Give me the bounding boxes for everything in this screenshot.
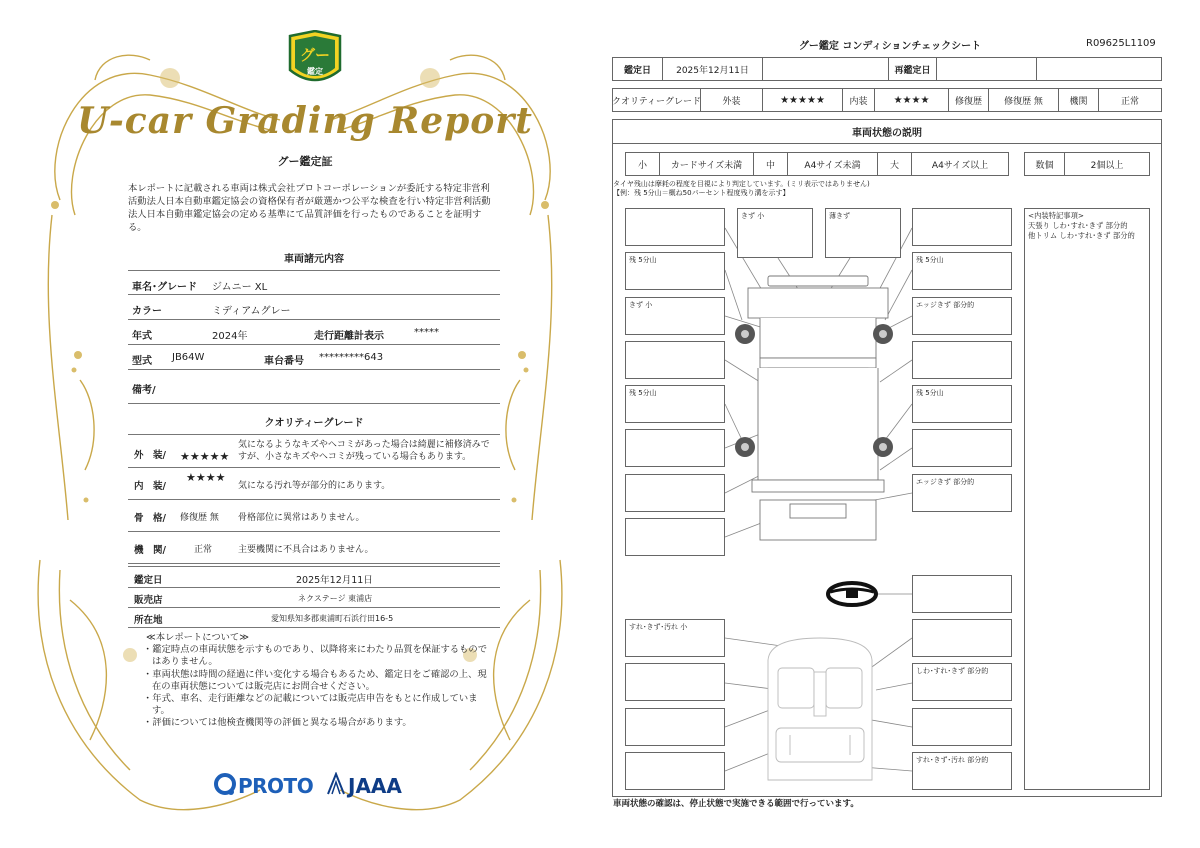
year-label: 年式 <box>132 331 152 342</box>
interior-special-notes <box>1024 208 1150 790</box>
damage-box <box>912 341 1012 379</box>
proto-logo-icon <box>213 772 237 798</box>
jaaa-logo-text: JAAA <box>348 774 402 798</box>
damage-box <box>912 708 1012 746</box>
address-value: 愛知県知多郡東浦町石浜行田16-5 <box>271 614 394 623</box>
damage-box <box>912 575 1012 613</box>
exterior-label: 外 装/ <box>134 450 166 461</box>
tire-note-line: 【例：残 5分山＝概ね50パーセント程度残り溝を示す】 <box>613 189 790 197</box>
empty-cell <box>1037 58 1161 80</box>
damage-box: 残 5分山 <box>625 252 725 290</box>
proto-logo-text: PROTO <box>238 774 314 798</box>
spec-row-model <box>128 345 500 370</box>
appraisal-date-label: 鑑定日 <box>134 575 163 586</box>
note-item: ・年式、車名、走行距離などの記載については販売店申告をもとに作成しています。 <box>143 693 478 717</box>
quality-row-frame <box>128 500 500 532</box>
grade-label: クオリティーグレード <box>613 89 701 111</box>
damage-box: 残 5分山 <box>912 385 1012 423</box>
name-value: ジムニー XL <box>212 282 268 293</box>
engine-value: 正常 <box>194 545 213 555</box>
spec-row-color <box>128 295 500 320</box>
specs-heading: 車両諸元内容 <box>284 254 344 265</box>
legend-large-desc: A4サイズ以上 <box>931 160 989 171</box>
note-item: ・鑑定時点の車両状態を示すものであり、以降将来にわたり品質を保証するものではありません。 <box>143 644 487 668</box>
appraisal-date-row <box>128 566 500 588</box>
chassis-value: *********643 <box>319 352 384 363</box>
model-value: JB64W <box>172 352 205 363</box>
engine-value: 正常 <box>1120 96 1139 107</box>
interior-desc: 気になる汚れ等が部分的にあります。 <box>238 481 391 491</box>
chassis-label: 車台番号 <box>264 356 304 367</box>
spec-row-remarks <box>128 370 500 404</box>
svg-text:グー: グー <box>299 46 331 64</box>
damage-box <box>625 518 725 556</box>
damage-box <box>625 474 725 512</box>
legend-medium-label: 中 <box>754 153 788 175</box>
int-label: 内装 <box>843 89 875 111</box>
certificate-subtitle: グー鑑定証 <box>277 155 333 168</box>
damage-box <box>912 429 1012 467</box>
name-label: 車名･グレード <box>132 282 197 293</box>
damage-box: 残 5分山 <box>912 252 1012 290</box>
sheet-date-label: 鑑定日 <box>613 58 663 80</box>
report-title: U-car Grading Report <box>77 100 533 142</box>
year-value: 2024年 <box>212 331 248 342</box>
goo-appraisal-logo <box>286 30 344 92</box>
damage-box <box>912 208 1012 246</box>
damage-box <box>625 708 725 746</box>
dealer-value: ネクステージ 東浦店 <box>298 594 373 603</box>
appraisal-date-table <box>612 57 1162 81</box>
quality-grade-table <box>612 88 1162 112</box>
damage-box: 薄きず <box>825 208 901 258</box>
quality-row-exterior <box>128 434 500 468</box>
damage-box: すれ･きず･汚れ 部分的 <box>912 752 1012 790</box>
damage-box: 残 5分山 <box>625 385 725 423</box>
sheet-date-value: 2025年12月11日 <box>663 58 763 80</box>
remarks-label: 備考/ <box>132 385 156 396</box>
damage-box <box>912 619 1012 657</box>
note-item: ・車両状態は時間の経過に伴い変化する場合もあるため、鑑定日をご確認の上、現在の車両状態については販売店にお問合せください。 <box>143 668 487 692</box>
dealer-row <box>128 588 500 608</box>
reappraisal-label: 再鑑定日 <box>889 58 937 80</box>
vehicle-condition-heading: 車両状態の説明 <box>613 120 1161 144</box>
repair-label: 修復歴 <box>949 89 989 111</box>
damage-box <box>625 429 725 467</box>
tire-note <box>613 180 870 198</box>
damage-box: きず 小 <box>625 297 725 335</box>
int-stars: ★★★★ <box>875 89 949 111</box>
address-label: 所在地 <box>134 615 163 626</box>
mileage-label: 走行距離計表示 <box>314 331 384 342</box>
legend-small-desc: カードサイズ未満 <box>660 153 754 175</box>
color-value: ミディアムグレー <box>212 306 291 317</box>
quality-row-engine <box>128 532 500 564</box>
certificate-intro: 本レポートに記載される車両は株式会社プロトコーポレーションが委託する特定非営利活動法人日本自動車鑑定協会の資格保有者が厳選かつ公平な検査を行い特定非営利活動法人日本自動車鑑定協会の定める基準にて品質評価を行ったものであることを証明する。 <box>128 183 491 233</box>
empty-cell <box>763 58 889 80</box>
damage-box <box>625 341 725 379</box>
jaaa-logo-icon <box>326 772 346 796</box>
reappraisal-value <box>937 58 1037 80</box>
damage-box <box>625 752 725 790</box>
damage-box: エッジきず 部分的 <box>912 297 1012 335</box>
mileage-value: ***** <box>414 327 439 338</box>
interior-note-line: 天張り しわ･すれ･きず 部分的 <box>1028 221 1128 230</box>
frame-value: 修復歴 無 <box>180 513 219 523</box>
damage-box: しわ･すれ･きず 部分的 <box>912 663 1012 701</box>
sheet-id: R09625L1109 <box>1086 38 1156 49</box>
dealer-label: 販売店 <box>134 595 163 606</box>
notes-title: ≪本レポートについて≫ <box>146 632 249 643</box>
repair-value: 修復歴 無 <box>989 89 1059 111</box>
interior-stars: ★★★★ <box>186 471 226 484</box>
svg-text:鑑定: 鑑定 <box>307 67 323 76</box>
report-notes <box>140 632 490 730</box>
damage-box: すれ･きず･汚れ 小 <box>625 619 725 657</box>
spec-row-year <box>128 320 500 345</box>
damage-box <box>625 208 725 246</box>
exterior-stars: ★★★★★ <box>180 450 230 463</box>
ext-stars: ★★★★★ <box>763 89 843 111</box>
damage-box: エッジきず 部分的 <box>912 474 1012 512</box>
tire-note-line: タイヤ残山は摩耗の程度を目視により判定しています。(ミリ表示ではありません) <box>613 180 870 188</box>
model-label: 型式 <box>132 356 152 367</box>
interior-label: 内 装/ <box>134 481 166 492</box>
interior-notes-title: <内装特記事項> <box>1028 211 1085 220</box>
engine-label: 機 関/ <box>134 545 166 556</box>
damage-size-legend <box>625 152 1009 176</box>
spec-row-name <box>128 270 500 295</box>
appraisal-date-value: 2025年12月11日 <box>296 575 373 586</box>
address-row <box>128 608 500 628</box>
legend-medium-desc: A4サイズ未満 <box>788 153 878 175</box>
frame-label: 骨 格/ <box>134 513 166 524</box>
exterior-desc: 気になるようなキズやヘコミがあった場合は綺麗に補修済みですが、小さなキズやヘコミが残っている場合もあります。 <box>238 440 490 462</box>
footer-note: 車両状態の確認は、停止状態で実施できる範囲で行っています。 <box>613 799 859 809</box>
legend-count-label: 数個 <box>1025 153 1065 175</box>
note-item: ・評価については他検査機関等の評価と異なる場合があります。 <box>143 717 412 729</box>
legend-large-label: 大 <box>878 153 912 175</box>
quality-row-interior <box>128 468 500 500</box>
color-label: カラー <box>132 306 162 317</box>
damage-count-legend <box>1024 152 1150 176</box>
frame-desc: 骨格部位に異常はありません。 <box>238 513 365 523</box>
engine-desc: 主要機関に不具合はありません。 <box>238 545 374 555</box>
legend-small-label: 小 <box>626 153 660 175</box>
engine-label: 機関 <box>1059 89 1099 111</box>
damage-box <box>625 663 725 701</box>
legend-count-desc: 2個以上 <box>1090 160 1124 171</box>
quality-heading: クオリティーグレード <box>264 418 364 429</box>
ext-label: 外装 <box>701 89 763 111</box>
damage-box: きず 小 <box>737 208 813 258</box>
interior-note-line: 他トリム しわ･すれ･きず 部分的 <box>1028 231 1135 240</box>
sheet-title: グー鑑定 コンディションチェックシート <box>798 41 982 52</box>
